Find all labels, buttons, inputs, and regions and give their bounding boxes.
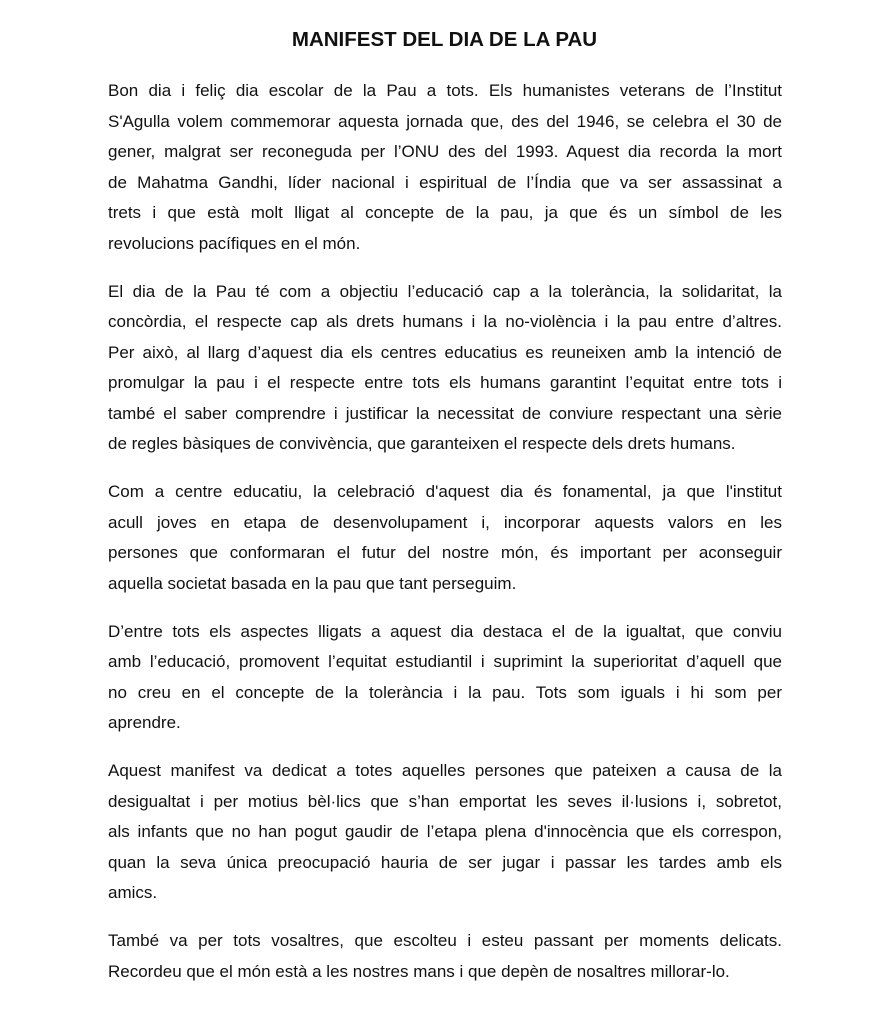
paragraph-line: als infants que no han pogut gaudir de l’etapa plena d'innocència que els correspon, [108, 822, 782, 841]
paragraph-line: gener, malgrat ser reconeguda per l’ONU des del 1993. Aquest dia recorda la mort [108, 142, 782, 161]
paragraph [108, 277, 782, 460]
paragraph-line: de Mahatma Gandhi, líder nacional i espiritual de l’Índia que va ser assassinat a [108, 172, 782, 192]
paragraph-line: Per això, al llarg d’aquest dia els centres educatius es reuneixen amb la intenció de [108, 342, 782, 362]
paragraph-line: acull joves en etapa de desenvolupament i, incorporar aquests valors en les [108, 512, 782, 532]
paragraph-line: no creu en el concepte de la tolerància i la pau. Tots som iguals i hi som per [108, 682, 782, 702]
paragraph [108, 76, 782, 259]
paragraph-line: El dia de la Pau té com a objectiu l’educació cap a la tolerància, la solidaritat, la [108, 281, 782, 301]
paragraph-line: amb l’educació, promovent l’equitat estudiantil i suprimint la superioritat d’aquell que [108, 652, 782, 671]
paragraph-line: També va per tots vosaltres, que escolteu i esteu passant per moments delicats. [108, 931, 782, 950]
paragraph-line: Recordeu que el món està a les nostres mans i que depèn de nosaltres millorar-lo. [108, 961, 730, 981]
paragraph [108, 617, 782, 739]
paragraph-line: Com a centre educatiu, la celebració d'aquest dia és fonamental, ja que l'institut [108, 482, 782, 501]
paragraph-line: també el saber comprendre i justificar la necessitat de conviure respectant una sèrie [108, 403, 782, 423]
paragraph-line: revolucions pacífiques en el món. [108, 233, 361, 253]
paragraph [108, 477, 782, 599]
paragraph-line: de regles bàsiques de convivència, que garanteixen el respecte dels drets humans. [108, 434, 736, 453]
document-body [108, 76, 782, 1005]
paragraph-line: persones que conformaran el futur del nostre món, és important per aconseguir [108, 543, 782, 562]
paragraph-line: amics. [108, 883, 158, 902]
paragraph-line: concòrdia, el respecte cap als drets humans i la no-violència i la pau entre d’altres. [108, 312, 782, 331]
paragraph [108, 756, 782, 909]
paragraph-line: D’entre tots els aspectes lligats a aquest dia destaca el de la igualtat, que conviu [108, 621, 782, 641]
paragraph-line: desigualtat i per motius bèl·lics que s’han emportat les seves il·lusions i, sobretot, [108, 791, 782, 811]
paragraph-line: aquella societat basada en la pau que tant perseguim. [108, 573, 517, 593]
paragraph-line: quan la seva única preocupació hauria de ser jugar i passar les tardes amb els [108, 852, 782, 872]
paragraph-line: S'Agulla volem commemorar aquesta jornada que, des del 1946, se celebra el 30 de [108, 111, 782, 131]
paragraph-line: Aquest manifest va dedicat a totes aquelles persones que pateixen a causa de la [108, 761, 782, 780]
paragraph-line: trets i que està molt lligat al concepte de la pau, ja que és un símbol de les [108, 203, 782, 222]
document-title: MANIFEST DEL DIA DE LA PAU [291, 28, 598, 51]
paragraph-line: promulgar la pau i el respecte entre tots els humans garantint l’equitat entre tots i [108, 373, 782, 392]
paragraph [108, 926, 782, 987]
paragraph-line: Bon dia i feliç dia escolar de la Pau a tots. Els humanistes veterans de l’Institut [108, 81, 782, 100]
paragraph-line: aprendre. [108, 713, 181, 732]
